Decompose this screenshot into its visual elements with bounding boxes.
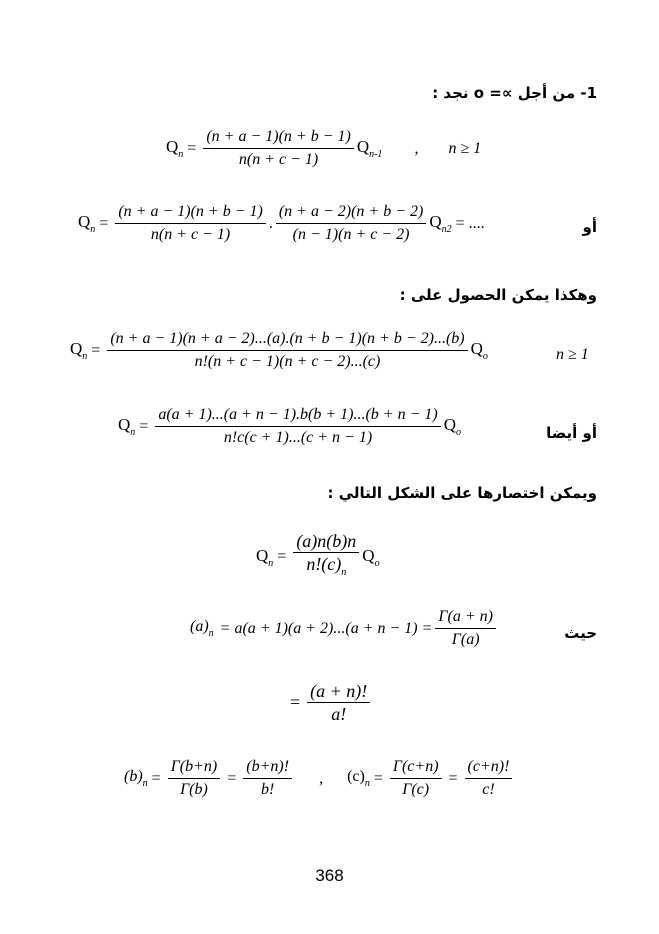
or-also-label: أو أيضا: [546, 424, 597, 442]
eq1-condition: n ≥ 1: [448, 139, 482, 157]
eq7-fraction: $\frac{(a + n)!}{a!}$: [307, 682, 370, 723]
equation-1: $Q_n$ = $\frac{(n + a - 1)(n + b - 1)}{n(n + c - 1)}$ $Q_{n-1}$ , n ≥ 1: [166, 128, 482, 168]
equation-4: $Q_n$ = $\frac{a(a + 1)...(a + n - 1).b(b + 1)...(b + n - 1)}{n!c(c + 1)...(c + n - 1)}$ $Q_o$: [118, 406, 461, 446]
eq8-b-fraction-2: $\frac{(b+n)!}{b!}$: [243, 758, 292, 799]
equation-7: = $\frac{(a + n)!}{a!}$: [286, 682, 373, 723]
eq3-fraction: $\frac{(n + a - 1)(n + a - 2)...(a).(n + b - 1)(n + b - 2)...(b)}{n!(n + c - 1)(n + c - 2)...(c)}$: [107, 330, 467, 371]
eq2-fraction-1: $\frac{(n + a - 1)(n + b - 1)}{n(n + c - 1)}$: [115, 203, 266, 244]
equation-6: $(a)_n$ = a(a + 1)(a + 2)...(a + n − 1) = $\frac{\Gamma(a + n)}{\Gamma(a)}$: [190, 608, 499, 649]
eq1-fraction: $\frac{(n + a - 1)(n + b - 1)}{n(n + c - 1)}$: [203, 128, 354, 169]
eq2-fraction-2: $\frac{(n + a - 2)(n + b - 2)}{(n - 1)(n + c - 2)}$: [276, 203, 427, 244]
equation-3: $Q_n$ = $\frac{(n + a - 1)(n + a - 2)...(a).(n + b - 1)(n + b - 2)...(b)}{n!(n + c - 1)(n + c - 2)...(c)}$ $Q_o$: [70, 330, 488, 370]
eq8-c-fraction-1: $\frac{\Gamma(c+n)}{\Gamma(c)}$: [390, 758, 442, 799]
eq6-fraction: $\frac{\Gamma(a + n)}{\Gamma(a)}$: [435, 608, 496, 649]
or-label-1: أو: [582, 218, 597, 236]
eq4-fraction: $\frac{a(a + 1)...(a + n - 1).b(b + 1)...(b + n - 1)}{n!c(c + 1)...(c + n - 1)}$: [155, 406, 440, 447]
equation-2: $Q_n$ = $\frac{(n + a - 1)(n + b - 1)}{n(n + c - 1)}$ . $\frac{(n + a - 2)(n + b - 2)}{(n - 1)(n + c - 2)}$ $Q_{n2}$ = ....: [78, 203, 485, 243]
abbrev-text: ويمكن اختصارها على الشكل التالي :: [327, 484, 597, 502]
eq3-condition: n ≥ 1: [556, 346, 589, 363]
case-heading: 1- من أجل ∝= o نجد :: [432, 84, 597, 102]
eq8-b-fraction-1: $\frac{\Gamma(b+n)}{\Gamma(b)}$: [168, 758, 221, 799]
page-number: 368: [315, 866, 344, 885]
eq8-c-fraction-2: $\frac{(c+n)!}{c!}$: [465, 758, 513, 799]
equation-8: $(b)_n$ = $\frac{\Gamma(b+n)}{\Gamma(b)}$ = $\frac{(b+n)!}{b!}$ , $(c)_n$ = $\frac{\Gamma(c+n)}{\Gamma(c)}$ = $\frac{(c+n)!}{c!}$: [124, 758, 515, 799]
where-label: حيث: [564, 624, 597, 642]
equation-5: $Q_n$ = $\frac{(a)n(b)n}{n!(c)_n}$ $Q_o$: [256, 532, 380, 582]
eq1-rhs: $Q_{n-1}$: [356, 137, 383, 160]
eq5-fraction: $\frac{(a)n(b)n}{n!(c)_n}$: [293, 532, 359, 582]
obtain-text: وهكذا يمكن الحصول على :: [399, 286, 597, 304]
eq1-lhs: $Q_n$: [166, 137, 184, 160]
